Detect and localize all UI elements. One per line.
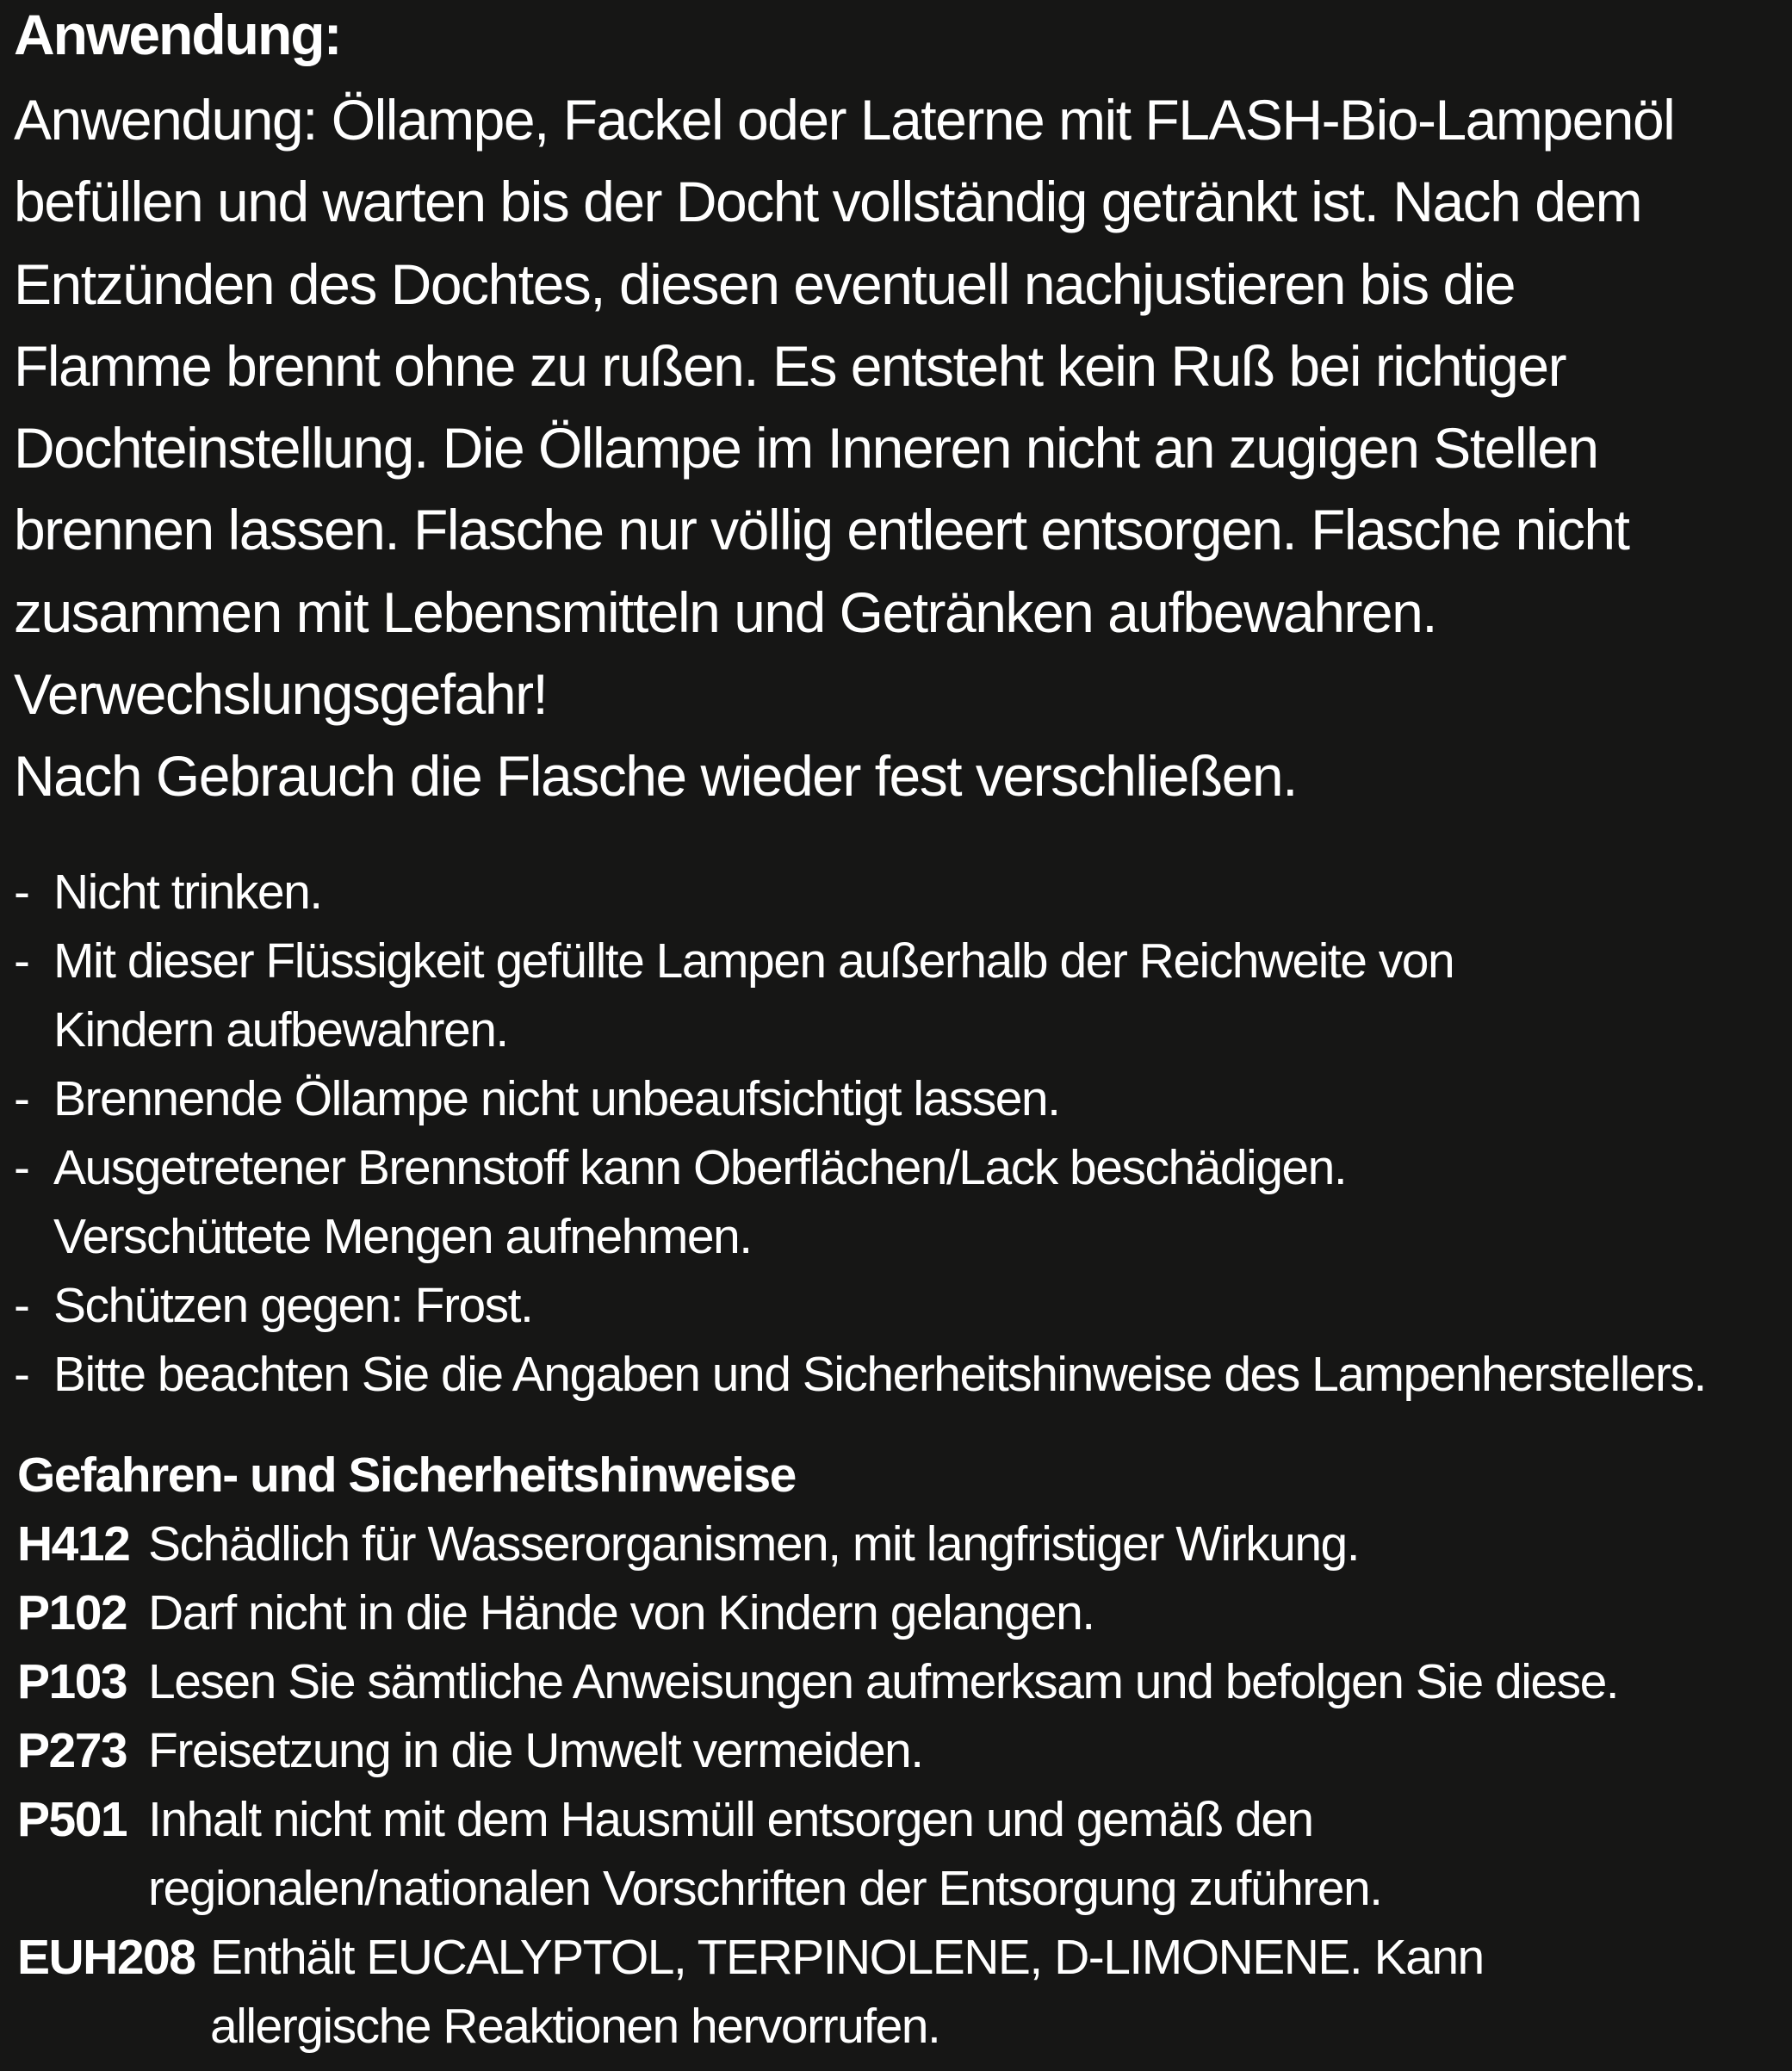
hazard-text (148, 1510, 1359, 1578)
hazard-statement (17, 1510, 1618, 1578)
list-item (14, 1340, 1706, 1409)
list-item-text (53, 1271, 532, 1340)
hazard-line: Enthält EUCALYPTOL, TERPINOLENE, D-LIMONENE. Kann (210, 1930, 1484, 1985)
hazard-code: P103 (17, 1654, 127, 1709)
list-item (14, 1064, 1706, 1133)
hazard-line: Schädlich für Wasserorganismen, mit langfristiger Wirkung. (148, 1516, 1360, 1572)
hazard-code: H412 (17, 1516, 130, 1572)
list-item-line: Bitte beachten Sie die Angaben und Sicherheitshinweise des Lampenherstellers. (53, 1347, 1706, 1402)
bullet-dash: - (14, 865, 29, 920)
hazard-text (148, 1578, 1094, 1647)
list-item-line: Mit dieser Flüssigkeit gefüllte Lampen außerhalb der Reichweite von (53, 933, 1454, 989)
bullet-dash: - (14, 1071, 29, 1126)
hazard-statement (17, 1647, 1618, 1716)
list-item-text (53, 1340, 1706, 1409)
list-item-text (53, 1133, 1346, 1271)
hazard-line: allergische Reaktionen hervorrufen. (210, 1999, 940, 2054)
hazard-line: Freisetzung in die Umwelt vermeiden. (148, 1723, 923, 1778)
paragraph-line: Nach Gebrauch die Flasche wieder fest verschließen. (14, 744, 1297, 809)
bullet-dash: - (14, 933, 29, 989)
list-item (14, 858, 1706, 927)
hazard-statement (17, 1923, 1618, 2061)
hazard-code: P273 (17, 1723, 127, 1778)
paragraph-line: Dochteinstellung. Die Öllampe im Inneren nicht an zugigen Stellen (14, 416, 1598, 481)
list-item-line: Schützen gegen: Frost. (53, 1278, 533, 1333)
list-item (14, 1271, 1706, 1340)
hazard-text (148, 1785, 1382, 1923)
hazard-code: EUH208 (17, 1930, 195, 1985)
list-item-text (53, 927, 1454, 1064)
hazard-statement (17, 1716, 1618, 1785)
paragraph-line: Flamme brennt ohne zu rußen. Es entsteht kein Ruß bei richtiger (14, 333, 1566, 398)
hazard-line: regionalen/nationalen Vorschriften der Entsorgung zuführen. (148, 1861, 1382, 1916)
bullet-dash: - (14, 1140, 29, 1195)
hazard-statement (17, 1578, 1618, 1647)
paragraph-line: befüllen und warten bis der Docht vollständig getränkt ist. Nach dem (14, 170, 1642, 234)
paragraph-line: Entzünden des Dochtes, diesen eventuell nachjustieren bis die (14, 251, 1516, 316)
bullet-dash: - (14, 1278, 29, 1333)
paragraph-line: brennen lassen. Flasche nur völlig entleert entsorgen. Flasche nicht (14, 498, 1629, 562)
hazard-code: P501 (17, 1792, 127, 1847)
hazard-line: Lesen Sie sämtliche Anweisungen aufmerksam und befolgen Sie diese. (148, 1654, 1619, 1709)
hazard-statements-list (17, 1510, 1618, 2061)
list-item-text (53, 858, 322, 927)
section-heading: Anwendung: (14, 3, 341, 66)
list-item-line: Kindern aufbewahren. (53, 1002, 508, 1057)
list-item-line: Verschüttete Mengen aufnehmen. (53, 1209, 752, 1264)
paragraph-line: Anwendung: Öllampe, Fackel oder Laterne mit FLASH-Bio-Lampenöl (14, 88, 1675, 152)
list-item-line: Brennende Öllampe nicht unbeaufsichtigt lassen. (53, 1071, 1060, 1126)
list-item (14, 927, 1706, 1064)
hazard-text (148, 1647, 1618, 1716)
hazard-line: Darf nicht in die Hände von Kindern gelangen. (148, 1585, 1094, 1640)
list-item (14, 1133, 1706, 1271)
list-item-text (53, 1064, 1059, 1133)
hazards-heading: Gefahren- und Sicherheitshinweise (17, 1448, 796, 1503)
hazard-text (210, 1923, 1484, 2061)
bullet-dash: - (14, 1347, 29, 1402)
paragraph-line: zusammen mit Lebensmitteln und Getränken aufbewahren. (14, 580, 1437, 644)
hazard-code: P102 (17, 1585, 127, 1640)
paragraph-line: Verwechslungsgefahr! (14, 662, 548, 727)
hazard-text (148, 1716, 923, 1785)
list-item-line: Ausgetretener Brennstoff kann Oberflächen/Lack beschädigen. (53, 1140, 1347, 1195)
instructions-paragraph (14, 79, 1674, 818)
list-item-line: Nicht trinken. (53, 865, 322, 920)
hazard-statement (17, 1785, 1618, 1923)
warnings-list (14, 858, 1706, 1409)
hazard-line: Inhalt nicht mit dem Hausmüll entsorgen und gemäß den (148, 1792, 1313, 1847)
